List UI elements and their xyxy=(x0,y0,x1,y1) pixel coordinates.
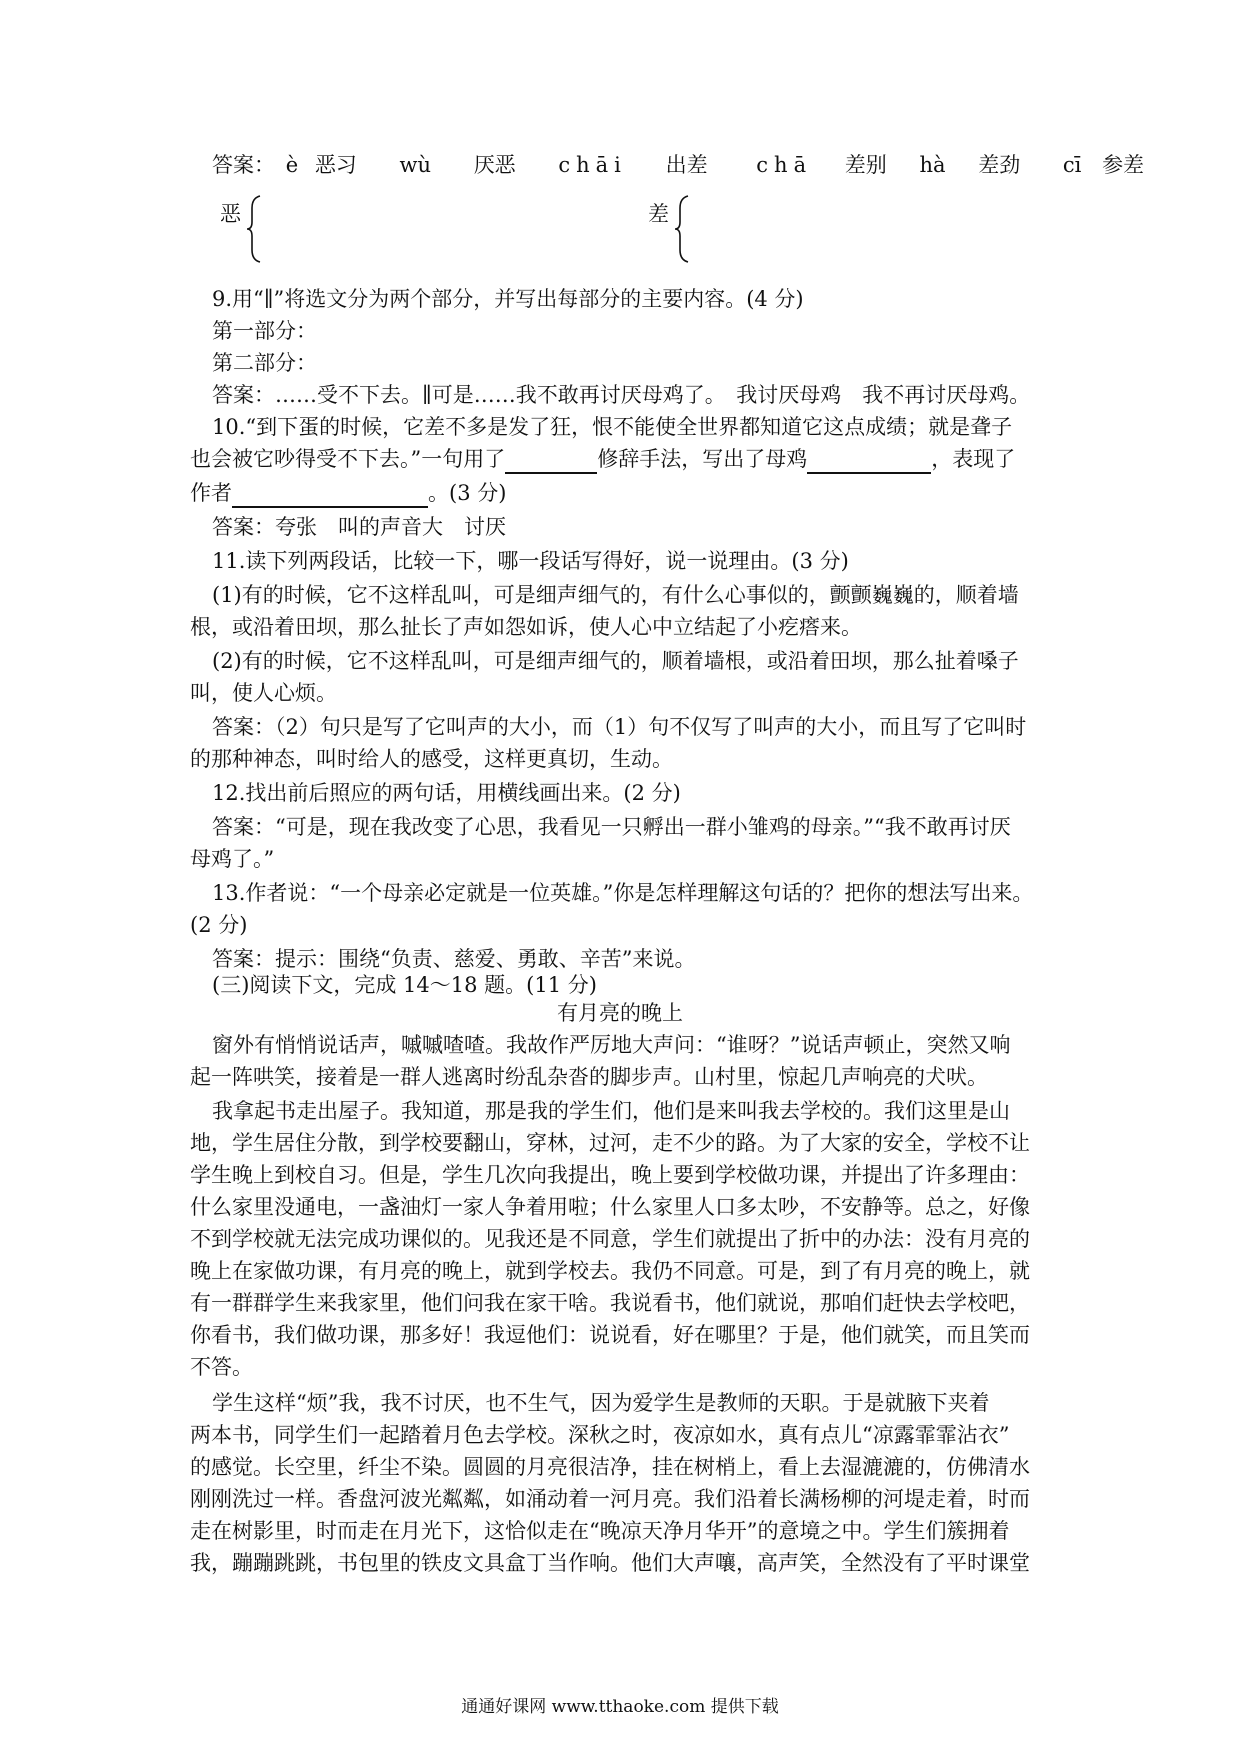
part-one-label: 第一部分： xyxy=(212,319,317,343)
story-line: 刚刚洗过一样。香盘河波光粼粼，如涌动着一河月亮。我们沿着长满杨柳的河堤走着，时而 xyxy=(190,1487,1030,1511)
story-line: 我，蹦蹦跳跳，书包里的铁皮文具盒丁当作响。他们大声嚷，高声笑，全然没有了平时课堂 xyxy=(190,1551,1030,1575)
story-line: 地，学生居住分散，到学校要翻山，穿林，过河，走不少的路。为了大家的安全，学校不让 xyxy=(190,1131,1030,1155)
q8-answer-row xyxy=(212,150,1144,180)
q11-answer: 答案：（2）句只是写了它叫声的大小，而（1）句不仅写了叫声的大小，而且写了它叫时 xyxy=(212,715,1027,739)
word: 参差 xyxy=(1102,153,1145,177)
story-line: 有一群群学生来我家里，他们问我在家干啥。我说看书，他们就说，那咱们赶快去学校吧， xyxy=(190,1291,1030,1315)
brace-char: 差 xyxy=(648,202,669,226)
pinyin: cī xyxy=(1062,153,1082,177)
text: 修辞手法，写出了母鸡 xyxy=(597,447,808,471)
q9-answer: 答案：……受不下去。∥可是……我不敢再讨厌母鸡了。 我讨厌母鸡 我不再讨厌母鸡。 xyxy=(212,383,1031,407)
brace-icon xyxy=(246,194,264,264)
text: 。(3 分) xyxy=(428,481,507,505)
text: ，表现了 xyxy=(931,447,1016,471)
story-line: 不到学校就无法完成功课似的。见我还是不同意，学生们就提出了折中的办法：没有月亮的 xyxy=(190,1227,1030,1251)
story-line: 我拿起书走出屋子。我知道，那是我的学生们，他们是来叫我去学校的。我们这里是山 xyxy=(212,1099,1010,1123)
story-line: 不答。 xyxy=(190,1355,253,1379)
fill-blank[interactable] xyxy=(505,450,597,474)
pinyin: wù xyxy=(399,153,431,177)
word: 差别 xyxy=(844,153,887,177)
q9-text: 9.用“∥”将选文分为两个部分，并写出每部分的主要内容。(4 分) xyxy=(212,287,804,311)
brace-icon xyxy=(674,194,692,264)
q11-option-2-cont: 叫，使人心烦。 xyxy=(190,681,337,705)
word: 恶习 xyxy=(314,153,357,177)
story-line: 两本书，同学生们一起踏着月色去学校。深秋之时，夜凉如水，真有点儿“凉露霏霏沾衣” xyxy=(190,1423,1010,1447)
brace-group-right xyxy=(648,198,669,228)
q10-answer: 答案：夸张 叫的声音大 讨厌 xyxy=(212,515,506,539)
q13-answer: 答案：提示：围绕“负责、慈爱、勇敢、辛苦”来说。 xyxy=(212,947,696,971)
story-line: 窗外有悄悄说话声，嘁嘁喳喳。我故作严厉地大声问：“谁呀？”说话声顿止，突然又响 xyxy=(212,1033,1011,1057)
q10-text-line2 xyxy=(190,444,1015,474)
q11-option-1-cont: 根，或沿着田坝，那么扯长了声如怨如诉，使人心中立结起了小疙瘩来。 xyxy=(190,615,862,639)
story-line: 晚上在家做功课，有月亮的晚上，就到学校去。我仍不同意。可是，到了有月亮的晚上，就 xyxy=(190,1259,1030,1283)
page-footer: 通通好课网 www.tthaoke.com 提供下载 xyxy=(461,1697,779,1717)
story-line: 你看书，我们做功课，那多好！我逗他们：说说看，好在哪里？于是，他们就笑，而且笑而 xyxy=(190,1323,1030,1347)
story-line: 学生晚上到校自习。但是，学生几次向我提出，晚上要到学校做功课，并提出了许多理由： xyxy=(190,1163,1030,1187)
brace-char: 恶 xyxy=(220,202,241,226)
q11-answer-cont: 的那种神态，叫时给人的感受，这样更真切，生动。 xyxy=(190,747,673,771)
text: 也会被它吵得受不下去。”一句用了 xyxy=(190,447,506,471)
q12-answer: 答案：“可是，现在我改变了心思，我看见一只孵出一群小雏鸡的母亲。”“我不敢再讨厌 xyxy=(212,815,1011,839)
fill-blank[interactable] xyxy=(232,484,428,508)
q11-text: 11.读下列两段话，比较一下，哪一段话写得好，说一说理由。(3 分) xyxy=(212,549,849,573)
story-line: 走在树影里，时而走在月光下，这恰似走在“晚凉天净月华开”的意境之中。学生们簇拥着 xyxy=(190,1519,1010,1543)
story-title: 有月亮的晚上 xyxy=(557,1001,683,1025)
story-line: 学生这样“烦”我，我不讨厌，也不生气，因为爱学生是教师的天职。于是就腋下夹着 xyxy=(212,1391,990,1415)
q10-text-line3 xyxy=(190,478,506,508)
text: 作者 xyxy=(190,481,232,505)
section-three-heading: (三)阅读下文，完成 14～18 题。(11 分) xyxy=(212,973,597,997)
story-line: 的感觉。长空里，纤尘不染。圆圆的月亮很洁净，挂在树梢上，看上去湿漉漉的，仿佛清水 xyxy=(190,1455,1030,1479)
word: 出差 xyxy=(665,153,708,177)
q11-option-1: (1)有的时候，它不这样乱叫，可是细声细气的，有什么心事似的，颤颤巍巍的，顺着墙 xyxy=(212,583,1019,607)
story-line: 什么家里没通电，一盏油灯一家人争着用啦；什么家里人口多太吵，不安静等。总之，好像 xyxy=(190,1195,1030,1219)
part-two-label: 第二部分： xyxy=(212,351,317,375)
word: 差劲 xyxy=(978,153,1021,177)
pinyin: hà xyxy=(919,153,946,177)
q11-option-2: (2)有的时候，它不这样乱叫，可是细声细气的，顺着墙根，或沿着田坝，那么扯着嗓子 xyxy=(212,649,1019,673)
pinyin: chā xyxy=(756,153,813,177)
word: 厌恶 xyxy=(473,153,516,177)
q10-text: 10.“到下蛋的时候，它差不多是发了狂，恨不能使全世界都知道它这点成绩；就是聋子 xyxy=(212,415,1013,439)
q13-text: 13.作者说：“一个母亲必定就是一位英雄。”你是怎样理解这句话的？把你的想法写出来。 xyxy=(212,881,1034,905)
q12-text: 12.找出前后照应的两句话，用横线画出来。(2 分) xyxy=(212,781,681,805)
q13-text-cont: (2 分) xyxy=(190,913,248,937)
fill-blank[interactable] xyxy=(807,450,931,474)
q12-answer-cont: 母鸡了。” xyxy=(190,847,275,871)
pinyin: è xyxy=(285,153,299,177)
brace-group-left xyxy=(220,198,241,228)
answer-label: 答案： xyxy=(212,153,275,177)
story-line: 起一阵哄笑，接着是一群人逃离时纷乱杂沓的脚步声。山村里，惊起几声响亮的犬吠。 xyxy=(190,1065,988,1089)
pinyin: chāi xyxy=(558,153,627,177)
